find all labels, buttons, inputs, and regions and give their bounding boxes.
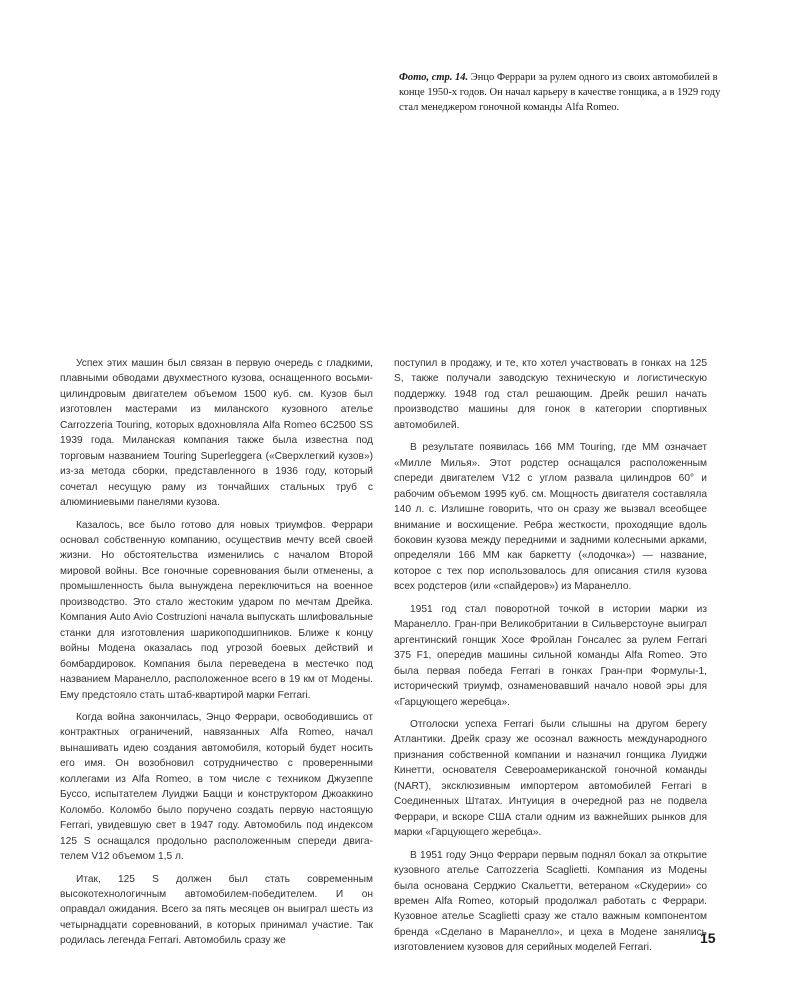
paragraph: Успех этих машин был связан в первую очередь с гладкими, плавными обводами двухместного кузова, оснащенного восьмицилиндровым двигателем объемом 1500 куб. см. Кузов был изготовлен мастерами из миланского кузовного ателье Carrozzeria Touring, которых вдохновляла Alfa Romeo 6C2500 SS 1939 года. Миланская компания также была известна под торговым названием Touring Superleggera («Сверхлегкий кузов») из-за метода сборки, представленного в 1936 году, который сочетал несущую раму из тончайших стальных труб с алюминиевыми панелями кузова. [60, 358, 373, 509]
page-number: 15 [700, 930, 716, 946]
photo-caption [399, 70, 729, 115]
caption-label: Фото, стр. 14. [399, 72, 469, 83]
paragraph-continuation: поступил в продажу, и те, кто хотел участвовать в гонках на 125 S, также получали заводскую техническую и логистическую поддержку. 1948 год стал решающим. Дрейк решил начать производство машины для гонок в категории спортивных автомобилей. [394, 358, 707, 431]
paragraph: Отголоски успеха Ferrari были слышны на другом берегу Атлантики. Дрейк сразу же осознал важность международного признания собственной компании и назначил гонщика Луиджи Кинетти, основателя Североамериканской гоночной команды (NART), эксклюзивным импортером автомобилей Ferrari в Соединенных Штатах. Интуиция в очередной раз не подвела Феррари, и вскоре США стали одним из важнейших рынков для марки «Гарцующего жеребца». [394, 718, 707, 839]
left-column [60, 356, 373, 956]
paragraph: Казалось, все было готово для новых триумфов. Феррари основал собственную компанию, осуществив мечту всей своей жизни. Но обстоятельства изменились с началом Второй мировой войны. Все гоночные соревнования были отменены, а промышленность была вынуждена переключиться на военное производство. Это стало жестоким ударом по мечтам Дрейка. Компания Auto Avio Costruzioni начала выпускать шлифовальные станки для изготовления шарикоподшипников. Ближе к концу войны Модена оказалась под угрозой боевых действий и бомбардировок. Компания была переведена в местечко под названием Маранелло, расположенное всего в 19 км от Модены. Ему предстояло стать штаб-квартирой марки Ferrari. [60, 519, 373, 701]
paragraph: 1951 год стал поворотной точкой в истории марки из Маранелло. Гран-при Великобритании в Сильверстоуне выиграл аргентинский гонщик Хосе Фройлан Гонсалес за рулем Ferrari 375 F1, опередив машины сильной команды Alfa Romeo. Это была первая победа Ferrari в гонках Гран-при Формулы-1, исторический триумф, ознаменовавший начало новой эры для «Гарцующего жеребца». [394, 603, 707, 708]
right-column [394, 356, 707, 963]
paragraph: В 1951 году Энцо Феррари первым поднял бокал за открытие кузовного ателье Carrozzeria Scaglietti. Компания из Модены была основана Серджио Скальетти, ветераном «Скудерии» со времен Alfa Romeo, который продолжал работать с Феррари. Кузовное ателье Scaglietti сразу же стало важным компонентом бренда «Сделано в Маранелло», и цеха в Модене занялись изготовлением кузовов для серийных моделей Ferrari. [394, 849, 707, 954]
paragraph: Когда война закончилась, Энцо Феррари, освободившись от контрактных ограничений, навязанных Alfa Romeo, начал вынашивать идею создания автомобиля, который будет носить его имя. Он возобновил сотрудничество с проверенными коллегами из Alfa Romeo, в том числе с техником Джузеппе Буссо, испытателем Луиджи Бацци и конструктором Джоаккино Коломбо. Коломбо было поручено создать первую настоящую Ferrari, увидевшую свет в 1947 году. Автомобиль под индексом 125 S оснащался продольно расположенным спереди двигателем V12 объемом 1,5 л. [60, 711, 373, 863]
paragraph: Итак, 125 S должен был стать современным высокотехнологичным автомобилем-победителем. И он оправдал ожидания. Всего за пять месяцев он выиграл шесть из четырнадцати соревнований, в которых принимал участие. Так родилась легенда Ferrari. Автомобиль сразу же [60, 873, 373, 947]
paragraph: В результате появилась 166 MM Touring, где MM означает «Милле Милья». Этот родстер оснащался расположенным спереди двигателем V12 с углом развала цилиндров 60° и рабочим объемом 1995 куб. см. Мощность двигателя составляла 140 л. с. Излишне говорить, что он сразу же вызвал всеобщее внимание и восхищение. Ребра жесткости, проходящие вдоль боковин кузова между передними и задними колесными арками, определяли 166 MM как баркетту («лодочка») — название, которое с тех пор использовалось для описания стиля кузова всех родстеров (или «спайдеров») из Маранелло. [394, 442, 707, 593]
caption-text: Энцо Феррари за рулем одного из своих автомобилей в конце 1950-х годов. Он начал карьеру в качестве гонщика, а в 1929 году стал менеджером гоночной команды Alfa Romeo. [399, 72, 721, 113]
